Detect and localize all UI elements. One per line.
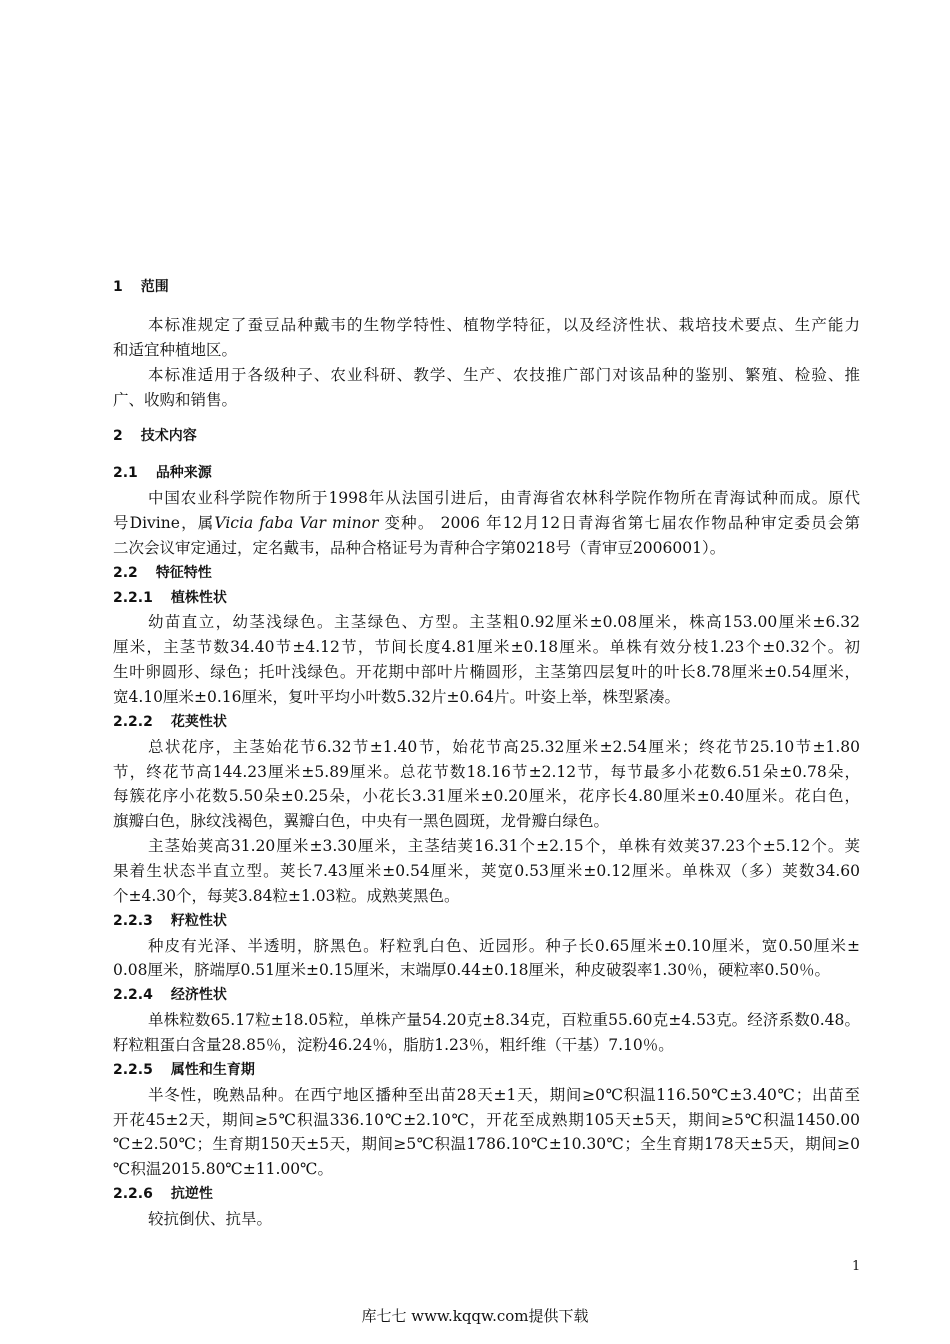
section-number: 2.2.4 [113, 987, 153, 1004]
download-source-footer: 库七七 www.kqqw.com提供下载 [361, 1307, 589, 1325]
section-title: 范围 [140, 278, 169, 295]
section-number: 2.2.3 [113, 912, 153, 929]
text-run: 变种。 2006 年12月12日青海省第七届农作物品种审定委员会第 [378, 513, 860, 532]
paragraph-line: 幼苗直立，幼茎浅绿色。主茎绿色、方型。主茎粗0.92厘米±0.08厘米，株高153.00厘米±6.32 [148, 613, 860, 632]
section-number: 2 [113, 428, 123, 445]
paragraph-line: 广、收购和销售。 [113, 391, 238, 410]
paragraph-line [113, 511, 860, 536]
paragraph-line: 开花45±2天，期间≥5℃积温336.10℃±2.10℃，开花至成熟期105天±5天，期间≥5℃积温1450.00 [113, 1110, 860, 1129]
section-number: 1 [113, 278, 123, 295]
section-heading-technical-content [113, 424, 860, 449]
section-number: 2.2.6 [113, 1186, 153, 1203]
paragraph-line: ℃±2.50℃；生育期150天±5天，期间≥5℃积温1786.10℃±10.30℃；全生育期178天±5天，期间≥0 [113, 1135, 860, 1154]
section-heading-growth-period [113, 1058, 860, 1083]
section-heading-plant-traits [113, 586, 860, 611]
section-title: 技术内容 [140, 428, 197, 445]
section-title: 品种来源 [155, 465, 212, 482]
document-body [113, 275, 860, 1232]
paragraph-line: 种皮有光泽、半透明，脐黑色。籽粒乳白色、近园形。种子长0.65厘米±0.10厘米，宽0.50厘米± [148, 936, 860, 955]
section-heading-economic-traits [113, 983, 860, 1008]
section-title: 抗逆性 [170, 1186, 213, 1203]
paragraph-line: 单株粒数65.17粒±18.05粒，单株产量54.20克±8.34克，百粒重55.60克±4.53克。经济系数0.48。 [148, 1011, 860, 1030]
section-heading-stress-resistance [113, 1182, 860, 1207]
section-number: 2.1 [113, 465, 138, 482]
section-heading-flower-pod-traits [113, 710, 860, 735]
section-number: 2.2.2 [113, 713, 153, 730]
paragraph-line: 和适宜种植地区。 [113, 341, 238, 360]
paragraph-line: 二次会议审定通过，定名戴韦，品种合格证号为青种合字第0218号（青审豆2006001）。 [113, 538, 726, 557]
paragraph-line: 宽4.10厘米±0.16厘米，复叶平均小叶数5.32片±0.64片。叶姿上举，株型紧凑。 [113, 687, 681, 706]
paragraph-line: 中国农业科学院作物所于1998年从法国引进后，由青海省农林科学院作物所在青海试种而成。原代 [148, 489, 860, 508]
paragraph-line: 生叶卵圆形、绿色；托叶浅绿色。开花期中部叶片椭圆形，主茎第四层复叶的叶长8.78厘米±0.54厘米， [113, 663, 860, 682]
section-number: 2.2 [113, 564, 138, 581]
section-heading-traits [113, 561, 860, 586]
paragraph-line: 半冬性，晚熟品种。在西宁地区播种至出苗28天±1天，期间≥0℃积温116.50℃±3.40℃；出苗至 [148, 1085, 860, 1104]
paragraph-line: 总状花序，主茎始花节6.32节±1.40节，始花节高25.32厘米±2.54厘米；终花节25.10节±1.80 [148, 737, 860, 756]
paragraph-line: 本标准规定了蚕豆品种戴韦的生物学特性、植物学特征，以及经济性状、栽培技术要点、生产能力 [148, 316, 860, 335]
page-number: 1 [852, 1259, 861, 1274]
paragraph-line: 每簇花序小花数5.50朵±0.25朵，小花长3.31厘米±0.20厘米，花序长4.80厘米±0.40厘米。花白色， [113, 787, 860, 806]
paragraph-line: 0.08厘米，脐端厚0.51厘米±0.15厘米，末端厚0.44±0.18厘米，种皮破裂率1.30％，硬粒率0.50％。 [113, 961, 831, 980]
paragraph-line: 籽粒粗蛋白含量28.85％，淀粉46.24％，脂肪1.23％，粗纤维（干基）7.10％。 [113, 1036, 674, 1055]
section-heading-variety-origin [113, 461, 860, 486]
paragraph-line: 节，终花节高144.23厘米±5.89厘米。总花节数18.16节±2.12节，每节最多小花数6.51朵±0.78朵， [113, 762, 860, 781]
paragraph-line: 旗瓣白色，脉纹浅褐色，翼瓣白色，中央有一黑色圆斑，龙骨瓣白绿色。 [113, 812, 610, 831]
section-title: 籽粒性状 [170, 912, 227, 929]
section-title: 特征特性 [155, 564, 212, 581]
section-title: 花荚性状 [170, 713, 227, 730]
paragraph-line: 果着生状态半直立型。荚长7.43厘米±0.54厘米，荚宽0.53厘米±0.12厘米。单株双（多）荚数34.60 [113, 862, 860, 880]
section-number: 2.2.5 [113, 1061, 153, 1078]
section-heading-seed-traits [113, 909, 860, 934]
paragraph-line: 个±4.30个，每荚3.84粒±1.03粒。成熟荚黑色。 [113, 886, 460, 905]
section-number: 2.2.1 [113, 589, 153, 606]
paragraph-line: 本标准适用于各级种子、农业科研、教学、生产、农技推广部门对该品种的鉴别、繁殖、检验、推 [148, 366, 860, 385]
paragraph-line: ℃积温2015.80℃±11.00℃。 [113, 1160, 333, 1179]
paragraph-line: 厘米，主茎节数34.40节±4.12节，节间长度4.81厘米±0.18厘米。单株有效分枝1.23个±0.32个。初 [113, 638, 860, 657]
text-run: 号Divine，属 [113, 513, 215, 532]
section-title: 植株性状 [170, 589, 227, 606]
paragraph-line: 较抗倒伏、抗旱。 [148, 1210, 273, 1229]
section-title: 属性和生育期 [170, 1061, 255, 1078]
paragraph-line: 主茎始荚高31.20厘米±3.30厘米，主茎结荚16.31个±2.15个，单株有效荚37.23个±5.12个。荚 [148, 837, 860, 856]
section-heading-scope [113, 275, 860, 300]
latin-species-name: Vicia faba Var minor [214, 513, 379, 532]
section-title: 经济性状 [170, 987, 227, 1004]
